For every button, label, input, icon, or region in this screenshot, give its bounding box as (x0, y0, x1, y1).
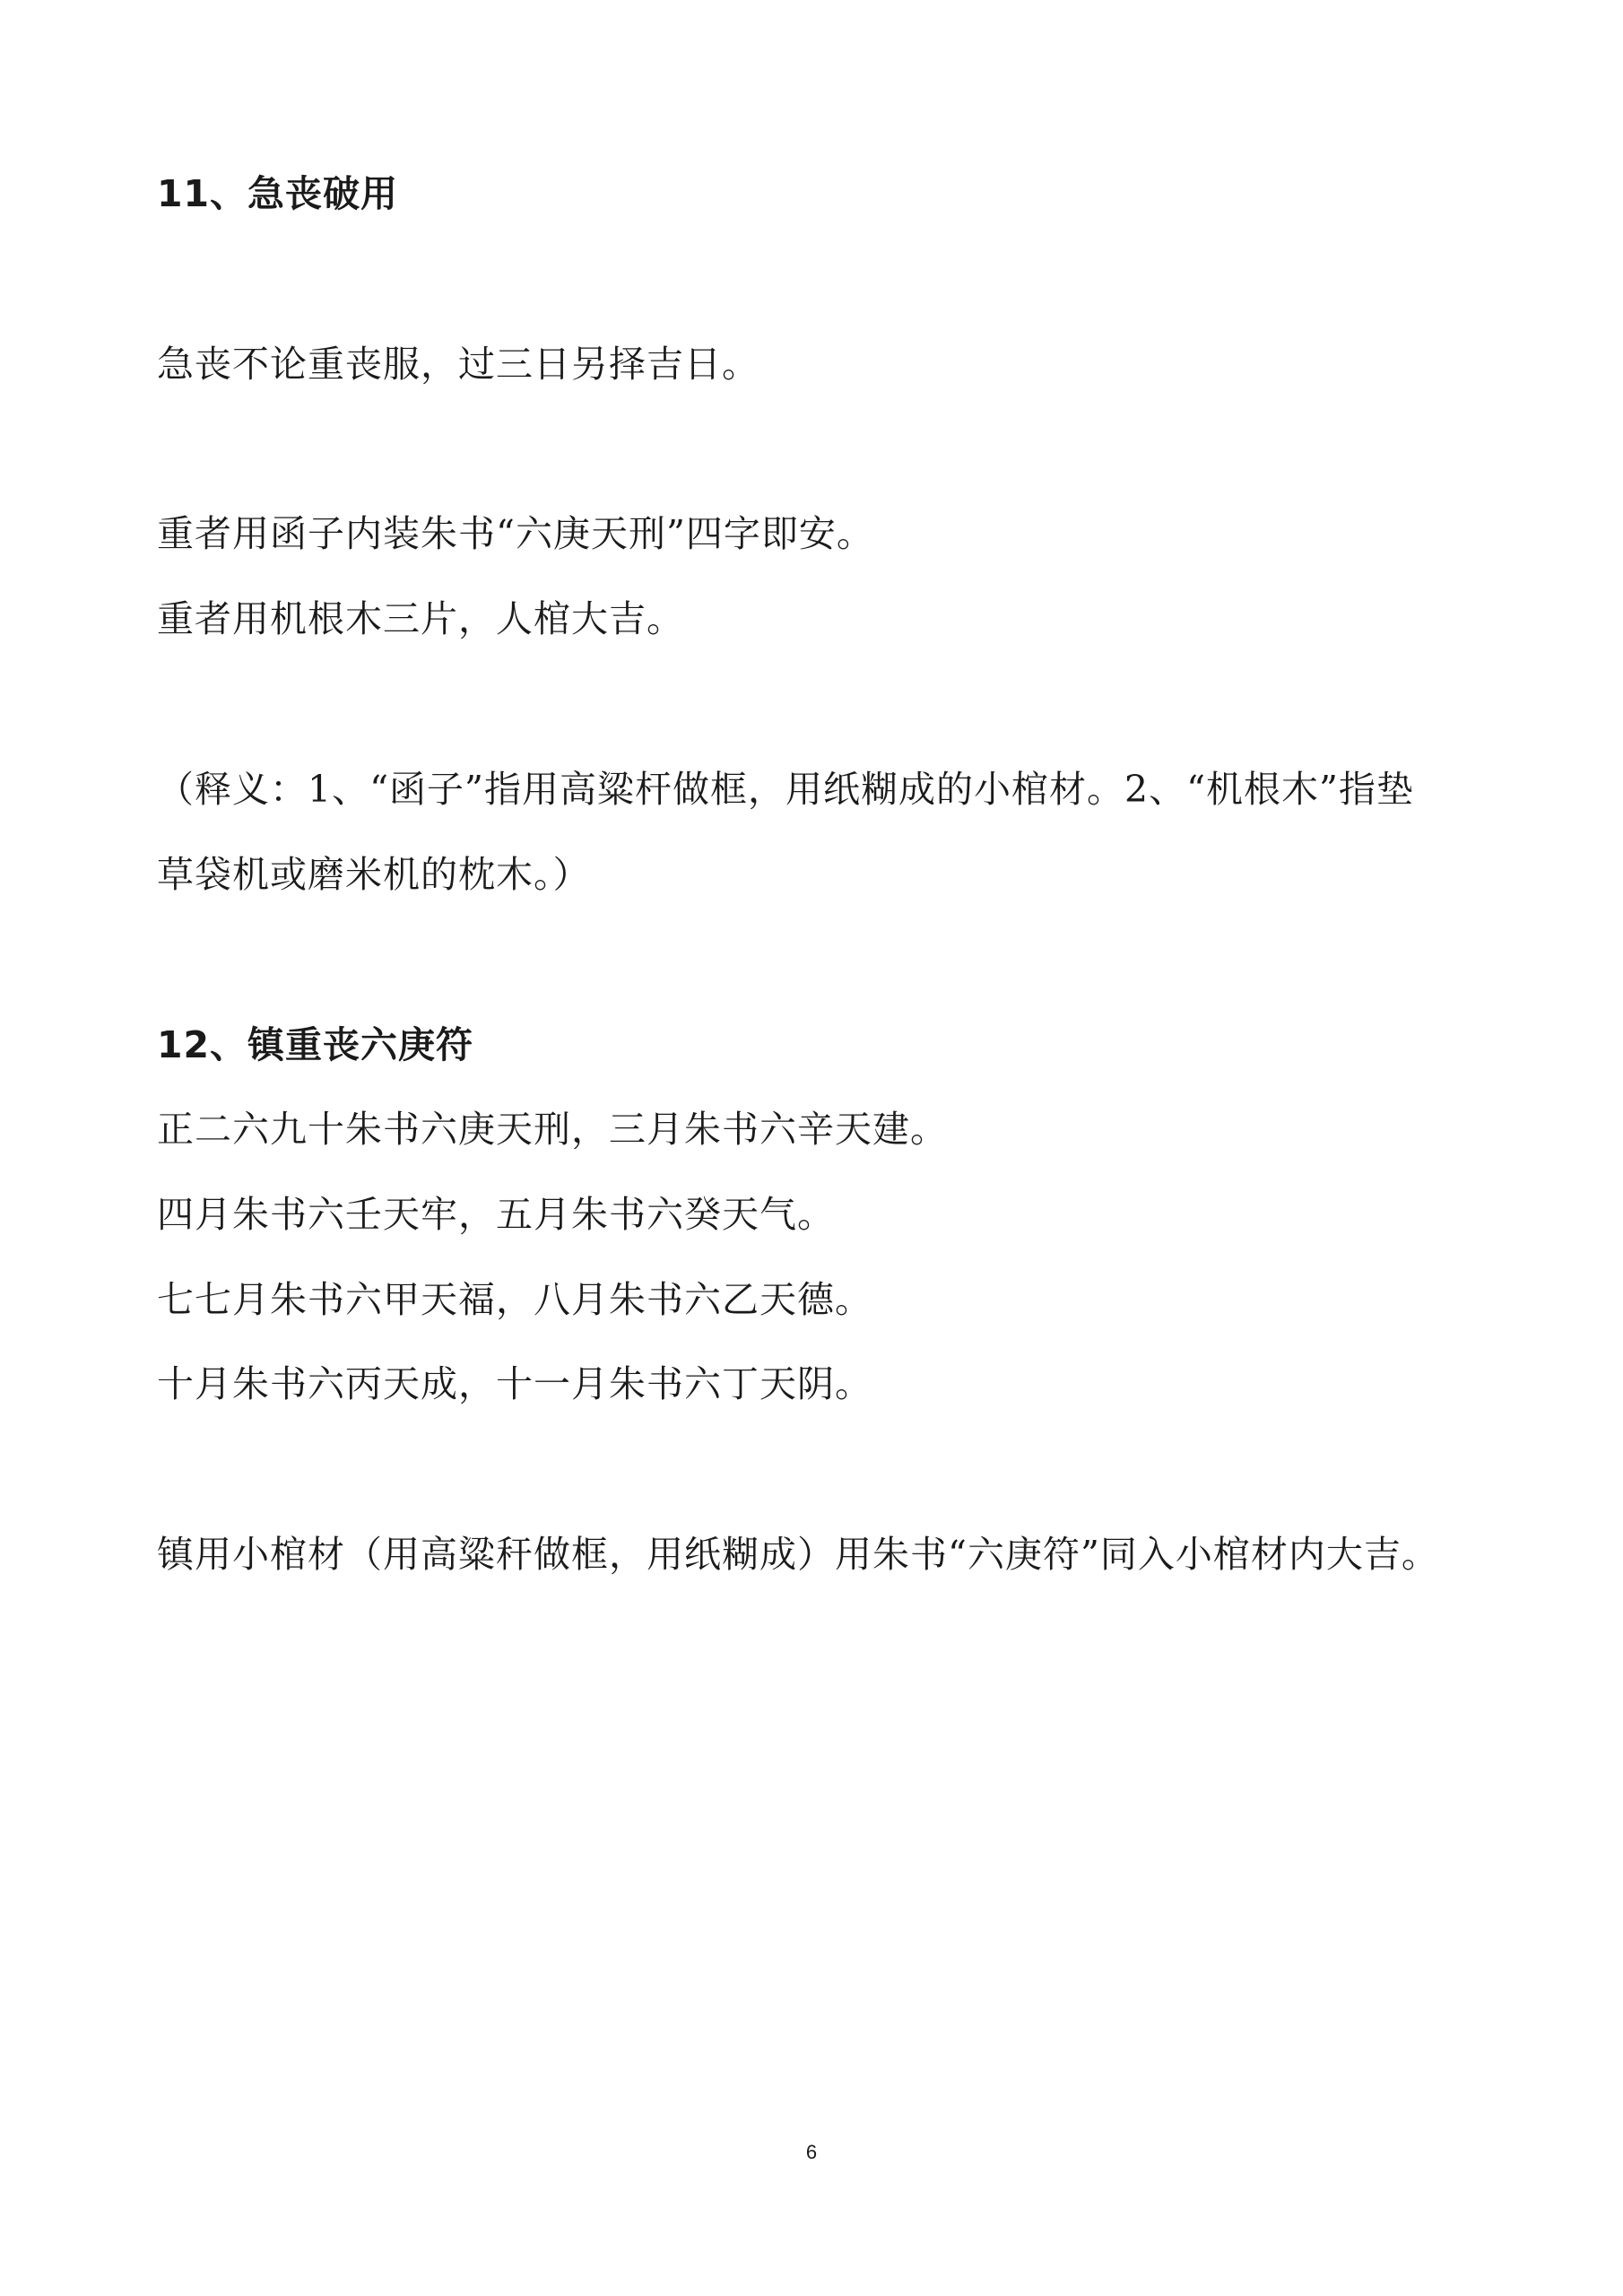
section-12-line-3: 七七月朱书六甲天福，八月朱书六乙天德。 (157, 1278, 872, 1321)
section-12-line-4: 十月朱书六丙天成，十一月朱书六丁天阴。 (157, 1362, 872, 1405)
page-number: 6 (805, 2141, 818, 2163)
section-11-heading: 11、急丧破用 (157, 172, 399, 215)
section-11-note-line-1: （释义：1、“函子”指用高粱杆做框，用纸糊成的小棺材。2、“机根木”指垫 (157, 768, 1415, 811)
section-12-line-1: 正二六九十朱书六庚天刑，三月朱书六辛天建。 (157, 1108, 948, 1151)
section-12-heading: 12、镇重丧六庚符 (157, 1023, 474, 1066)
section-11-line-2: 重者用函子内装朱书“六庚天刑”四字即安。 (157, 512, 874, 555)
section-11-note-line-2: 草袋机或磨米机的枕木。） (157, 853, 591, 896)
section-11-line-3: 重者用机根木三片，人棺大吉。 (157, 597, 684, 640)
section-12-line-2: 四月朱书六壬天牢，五月朱书六癸天气。 (157, 1193, 835, 1236)
section-11-line-1: 急丧不论重丧服，过三日另择吉日。 (157, 343, 759, 386)
section-12-closing: 镇用小棺材（用高粱秆做框，用纸糊成）用朱书“六庚符”同入小棺材内大吉。 (157, 1533, 1439, 1576)
